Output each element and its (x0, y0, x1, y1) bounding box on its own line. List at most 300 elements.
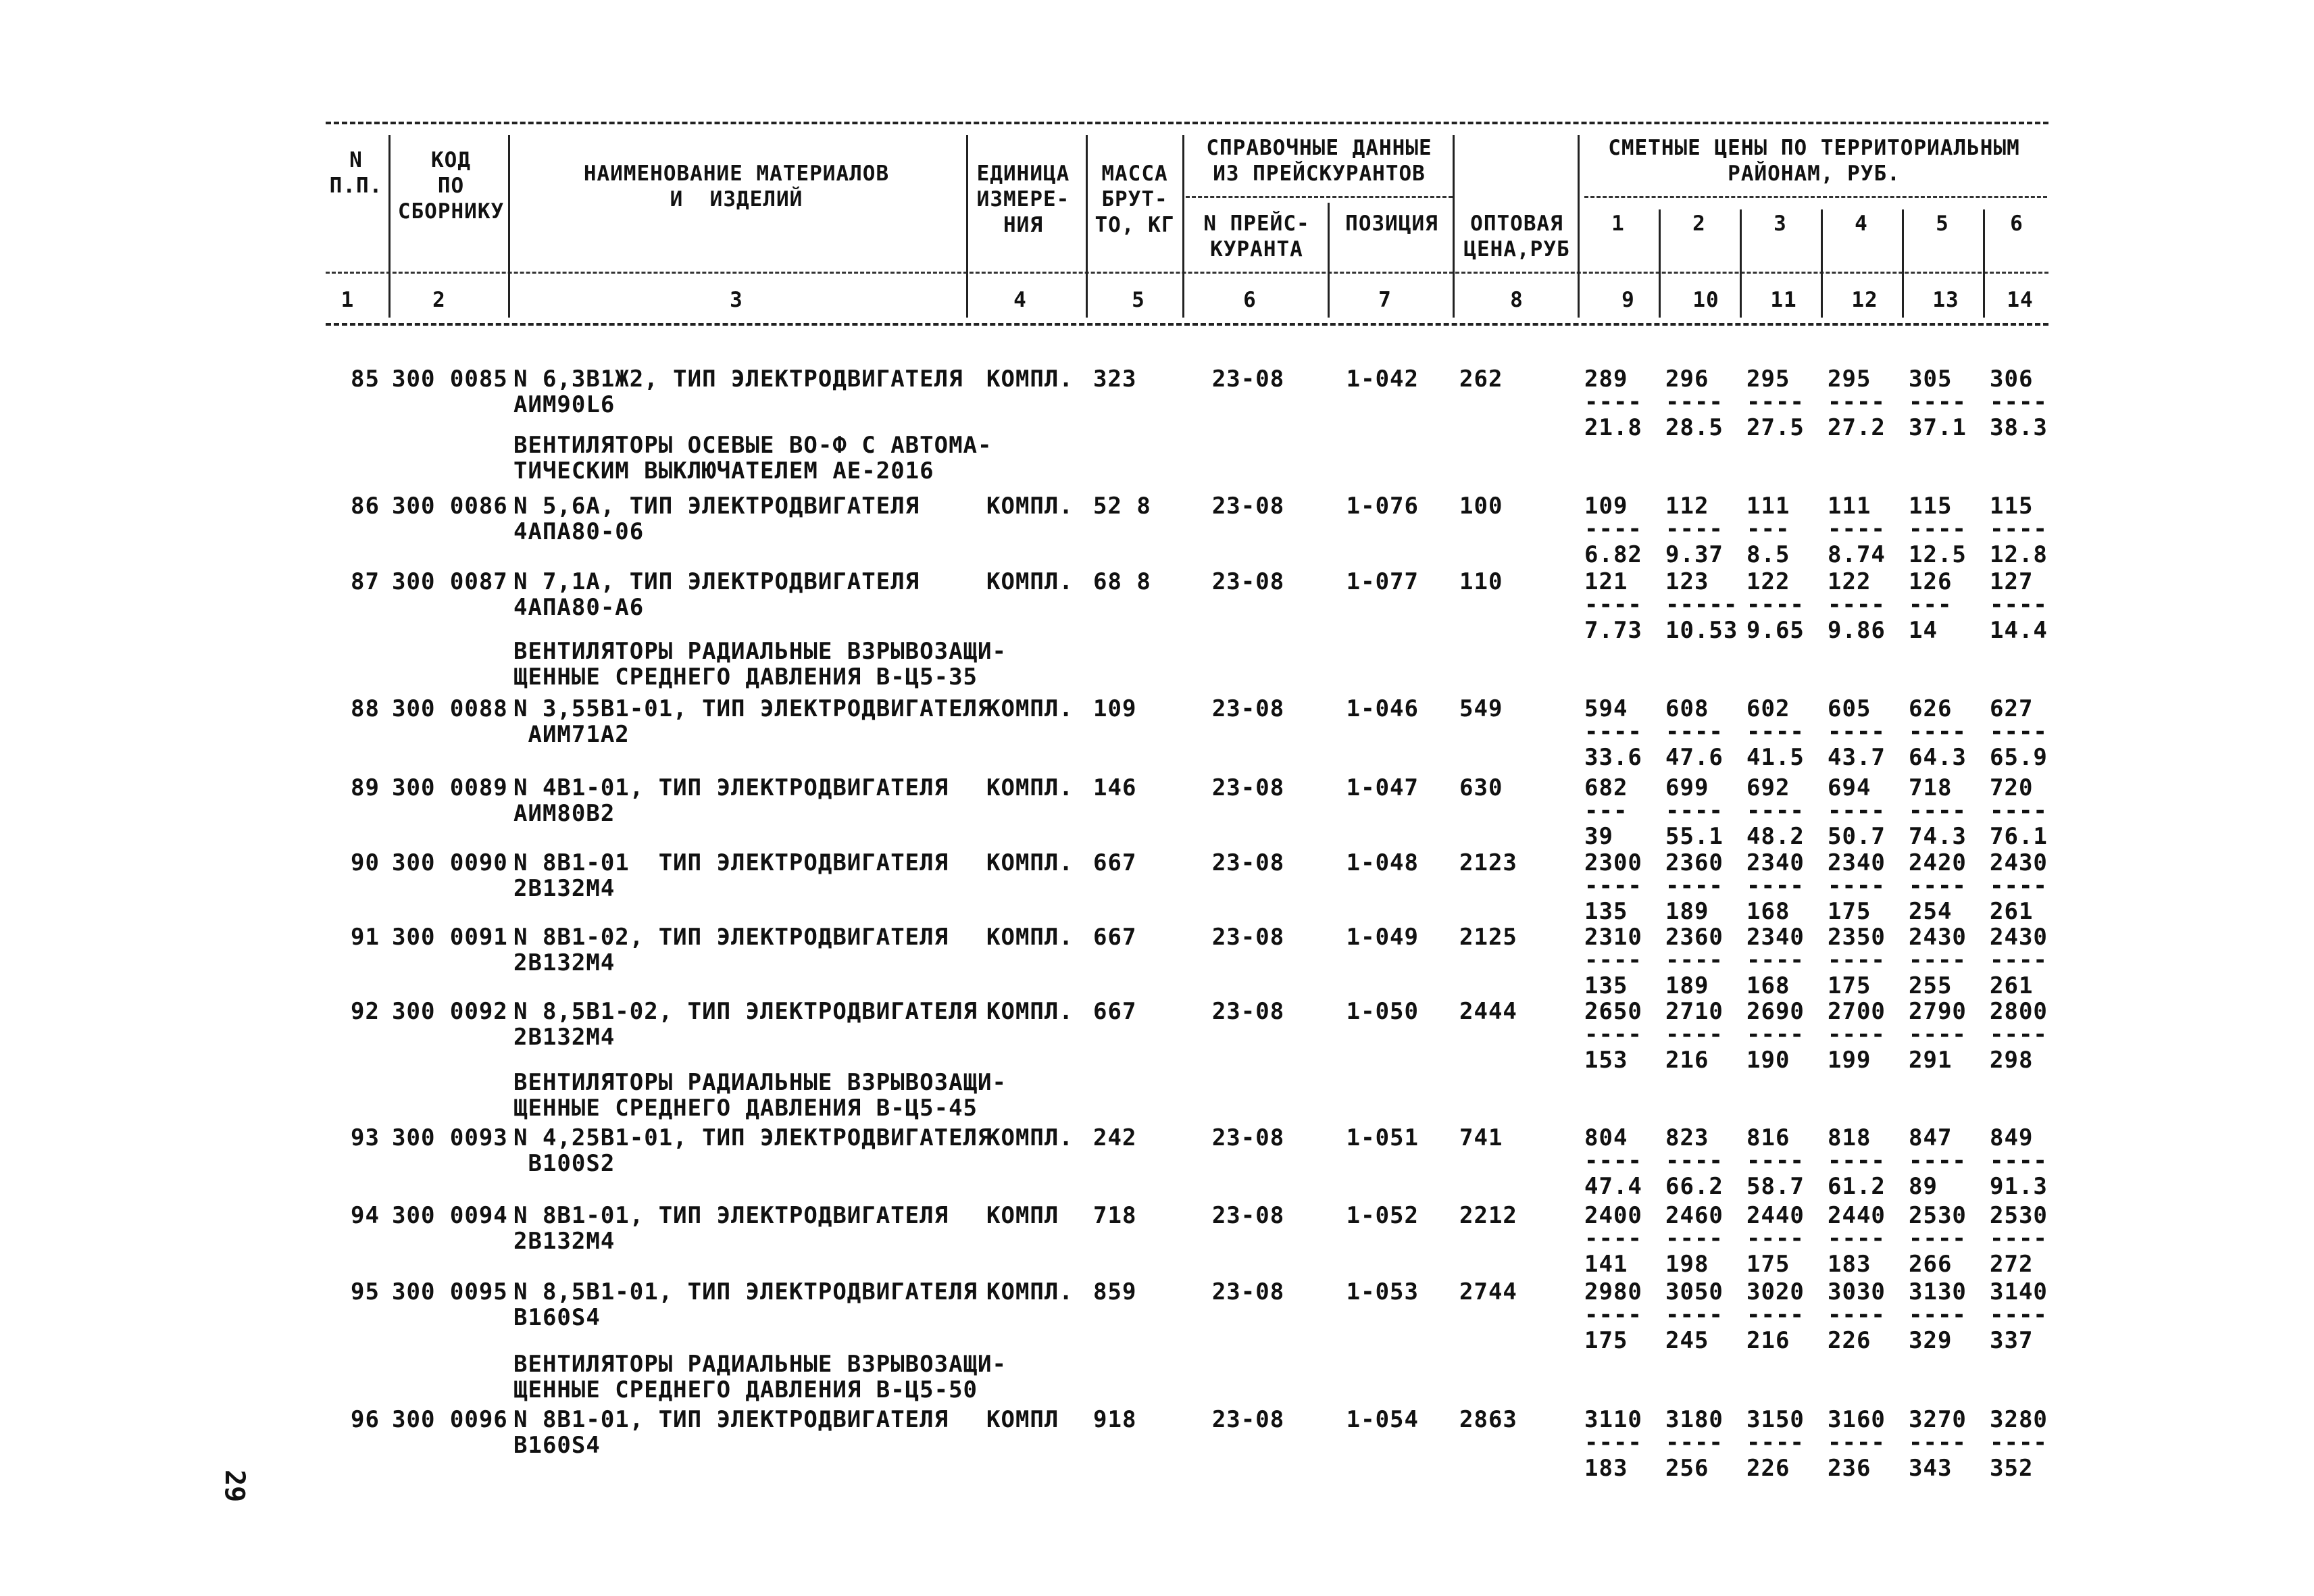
row-number: 85 (351, 366, 380, 393)
row-mass: 52 8 (1093, 493, 1151, 520)
row-region-subvalue: 245 (1665, 1327, 1709, 1354)
header-vrule (1182, 135, 1184, 318)
header-region-2: 2 (1692, 211, 1706, 236)
row-fraction-bar: ---- (1990, 1301, 2048, 1328)
row-region-subvalue: 175 (1828, 972, 1871, 999)
row-region-price: 2530 (1909, 1202, 1967, 1229)
row-fraction-bar: ---- (1828, 872, 1886, 899)
group-heading-line: ВЕНТИЛЯТОРЫ РАДИАЛЬНЫЕ ВЗРЫВОЗАЩИ- (513, 638, 1007, 665)
row-wholesale-price: 549 (1459, 695, 1503, 722)
row-fraction-bar: ---- (1828, 1021, 1886, 1048)
row-region-subvalue: 352 (1990, 1455, 2034, 1482)
row-region-price: 823 (1665, 1124, 1709, 1151)
row-region-price: 2800 (1990, 998, 2048, 1025)
row-fraction-bar: ---- (1828, 1225, 1886, 1252)
row-region-price: 2430 (1909, 924, 1967, 951)
colnum-14: 14 (2007, 288, 2034, 312)
row-fraction-bar: ---- (1909, 389, 1967, 416)
row-region-price: 2340 (1746, 849, 1805, 876)
row-name-line: N 8В1-01, ТИП ЭЛЕКТРОДВИГАТЕЛЯ (513, 1406, 949, 1433)
row-region-subvalue: 261 (1990, 972, 2034, 999)
row-fraction-bar: ---- (1665, 1021, 1724, 1048)
row-mass: 667 (1093, 924, 1137, 951)
row-fraction-bar: ---- (1746, 1225, 1805, 1252)
row-name-line: АИМ71А2 (513, 721, 630, 748)
row-fraction-bar: ---- (1584, 1301, 1642, 1328)
header-vrule (1086, 135, 1088, 318)
row-code: 300 0093 (392, 1124, 508, 1151)
row-mass: 918 (1093, 1406, 1137, 1433)
row-name-line: N 4,25В1-01, ТИП ЭЛЕКТРОДВИГАТЕЛЯ (513, 1124, 992, 1151)
row-name-line: N 3,55В1-01, ТИП ЭЛЕКТРОДВИГАТЕЛЯ (513, 695, 992, 722)
row-fraction-bar: ---- (1746, 1147, 1805, 1174)
row-region-price: 682 (1584, 774, 1628, 801)
row-fraction-bar: ---- (1584, 718, 1642, 745)
row-region-price: 127 (1990, 568, 2034, 595)
row-fraction-bar: ---- (1584, 516, 1642, 543)
row-fraction-bar: ---- (1828, 591, 1886, 618)
header-vrule (388, 135, 391, 318)
row-fraction-bar: ---- (1909, 1225, 1967, 1252)
row-region-price: 602 (1746, 695, 1790, 722)
row-region-price: 605 (1828, 695, 1871, 722)
row-position: 1-051 (1346, 1124, 1419, 1151)
row-region-price: 804 (1584, 1124, 1628, 1151)
row-name-line: 2В132М4 (513, 875, 615, 902)
row-region-subvalue: 190 (1746, 1047, 1790, 1074)
colnum-1: 1 (341, 288, 355, 312)
row-fraction-bar: ---- (1990, 1429, 2048, 1456)
row-code: 300 0085 (392, 366, 508, 393)
row-fraction-bar: ---- (1665, 797, 1724, 824)
row-region-subvalue: 343 (1909, 1455, 1953, 1482)
row-fraction-bar: ---- (1746, 389, 1805, 416)
row-name-line: N 8В1-02, ТИП ЭЛЕКТРОДВИГАТЕЛЯ (513, 924, 949, 951)
row-region-price: 126 (1909, 568, 1953, 595)
row-region-subvalue: 298 (1990, 1047, 2034, 1074)
row-fraction-bar: ---- (1828, 718, 1886, 745)
row-region-price: 2790 (1909, 998, 1967, 1025)
row-region-subvalue: 6.82 (1584, 541, 1642, 568)
row-fraction-bar: ---- (1909, 516, 1967, 543)
row-region-subvalue: 12.5 (1909, 541, 1967, 568)
row-number: 96 (351, 1406, 380, 1433)
row-region-subvalue: 76.1 (1990, 823, 2048, 850)
row-fraction-bar: ---- (1828, 1429, 1886, 1456)
row-region-price: 2340 (1828, 849, 1886, 876)
row-region-subvalue: 41.5 (1746, 744, 1805, 771)
row-region-price: 720 (1990, 774, 2034, 801)
row-unit: КОМПЛ. (986, 774, 1074, 801)
colnum-9: 9 (1621, 288, 1635, 312)
row-name-line: N 7,1А, ТИП ЭЛЕКТРОДВИГАТЕЛЯ (513, 568, 920, 595)
row-region-subvalue: 175 (1746, 1251, 1790, 1278)
row-region-price: 3180 (1665, 1406, 1724, 1433)
row-fraction-bar: --- (1584, 797, 1628, 824)
row-fraction-bar: ---- (1828, 947, 1886, 974)
header-vrule (508, 135, 510, 318)
row-fraction-bar: ---- (1746, 1021, 1805, 1048)
row-region-subvalue: 28.5 (1665, 414, 1724, 441)
row-region-price: 2420 (1909, 849, 1967, 876)
row-fraction-bar: ---- (1990, 797, 2048, 824)
row-region-price: 2440 (1746, 1202, 1805, 1229)
row-region-price: 3130 (1909, 1278, 1967, 1305)
row-fraction-bar: ---- (1909, 872, 1967, 899)
row-fraction-bar: ---- (1828, 1301, 1886, 1328)
row-pricelist: 23-08 (1211, 1124, 1285, 1151)
row-name-line: N 8,5В1-01, ТИП ЭЛЕКТРОДВИГАТЕЛЯ (513, 1278, 978, 1305)
row-region-price: 2530 (1990, 1202, 2048, 1229)
row-number: 93 (351, 1124, 380, 1151)
row-region-subvalue: 9.65 (1746, 617, 1805, 644)
row-mass: 667 (1093, 849, 1137, 876)
row-position: 1-049 (1346, 924, 1419, 951)
header-vrule (1821, 209, 1823, 318)
row-region-price: 2650 (1584, 998, 1642, 1025)
row-region-subvalue: 216 (1665, 1047, 1709, 1074)
row-fraction-bar: ---- (1665, 1429, 1724, 1456)
row-region-price: 111 (1746, 493, 1790, 520)
row-region-price: 3020 (1746, 1278, 1805, 1305)
row-region-subvalue: 38.3 (1990, 414, 2048, 441)
row-pricelist: 23-08 (1211, 568, 1285, 595)
row-number: 94 (351, 1202, 380, 1229)
row-fraction-bar: ---- (1828, 1147, 1886, 1174)
header-vrule (966, 135, 968, 318)
row-region-price: 115 (1909, 493, 1953, 520)
row-unit: КОМПЛ. (986, 1124, 1074, 1151)
row-region-subvalue: 33.6 (1584, 744, 1642, 771)
row-fraction-bar: ---- (1909, 797, 1967, 824)
row-region-subvalue: 27.5 (1746, 414, 1805, 441)
row-region-price: 627 (1990, 695, 2034, 722)
row-region-price: 3030 (1828, 1278, 1886, 1305)
row-fraction-bar: ---- (1746, 872, 1805, 899)
row-region-subvalue: 14.4 (1990, 617, 2048, 644)
group-heading-line: ТИЧЕСКИМ ВЫКЛЮЧАТЕЛЕМ АЕ-2016 (513, 457, 934, 484)
colnum-3: 3 (730, 288, 743, 312)
row-unit: КОМПЛ. (986, 366, 1074, 393)
row-region-price: 718 (1909, 774, 1953, 801)
row-name-line: В100S2 (513, 1150, 615, 1177)
row-fraction-bar: ---- (1909, 1301, 1967, 1328)
row-pricelist: 23-08 (1211, 774, 1285, 801)
header-bottom-rule (326, 323, 2048, 326)
row-region-subvalue: 175 (1584, 1327, 1628, 1354)
row-fraction-bar: ---- (1665, 516, 1724, 543)
row-region-price: 2300 (1584, 849, 1642, 876)
row-region-price: 115 (1990, 493, 2034, 520)
row-fraction-bar: ---- (1990, 516, 2048, 543)
row-region-subvalue: 8.74 (1828, 541, 1886, 568)
row-fraction-bar: ---- (1746, 718, 1805, 745)
group-heading-line: ВЕНТИЛЯТОРЫ РАДИАЛЬНЫЕ ВЗРЫВОЗАЩИ- (513, 1069, 1007, 1096)
row-region-price: 2430 (1990, 849, 2048, 876)
row-name-line: АИМ90L6 (513, 391, 615, 418)
row-code: 300 0089 (392, 774, 508, 801)
row-region-subvalue: 9.86 (1828, 617, 1886, 644)
row-region-subvalue: 175 (1828, 898, 1871, 925)
row-region-subvalue: 21.8 (1584, 414, 1642, 441)
row-pricelist: 23-08 (1211, 1202, 1285, 1229)
row-number: 92 (351, 998, 380, 1025)
row-fraction-bar: ---- (1746, 797, 1805, 824)
row-region-price: 2700 (1828, 998, 1886, 1025)
row-number: 88 (351, 695, 380, 722)
row-mass: 68 8 (1093, 568, 1151, 595)
row-region-price: 2710 (1665, 998, 1724, 1025)
row-wholesale-price: 2212 (1459, 1202, 1517, 1229)
row-region-price: 847 (1909, 1124, 1953, 1151)
row-name-line: N 8,5В1-02, ТИП ЭЛЕКТРОДВИГАТЕЛЯ (513, 998, 978, 1025)
row-region-subvalue: 55.1 (1665, 823, 1724, 850)
row-region-price: 123 (1665, 568, 1709, 595)
row-region-price: 295 (1828, 366, 1871, 393)
group-heading-line: ЩЕННЫЕ СРЕДНЕГО ДАВЛЕНИЯ В-Ц5-35 (513, 664, 978, 691)
row-region-subvalue: 189 (1665, 898, 1709, 925)
row-unit: КОМПЛ. (986, 849, 1074, 876)
row-code: 300 0088 (392, 695, 508, 722)
colnum-8: 8 (1510, 288, 1524, 312)
row-region-subvalue: 8.5 (1746, 541, 1790, 568)
row-fraction-bar: ---- (1584, 591, 1642, 618)
row-fraction-bar: ---- (1909, 1147, 1967, 1174)
row-region-subvalue: 61.2 (1828, 1173, 1886, 1200)
row-region-price: 109 (1584, 493, 1628, 520)
row-region-price: 122 (1746, 568, 1790, 595)
header-vrule (1328, 203, 1330, 318)
header-vrule (1453, 135, 1455, 318)
row-fraction-bar: --- (1746, 516, 1790, 543)
row-region-subvalue: 91.3 (1990, 1173, 2048, 1200)
colnum-12: 12 (1851, 288, 1878, 312)
row-fraction-bar: ---- (1584, 1225, 1642, 1252)
row-fraction-bar: ---- (1584, 1429, 1642, 1456)
row-fraction-bar: ---- (1990, 1021, 2048, 1048)
row-region-subvalue: 189 (1665, 972, 1709, 999)
header-vrule (1983, 209, 1985, 318)
row-fraction-bar: ---- (1746, 591, 1805, 618)
row-region-subvalue: 236 (1828, 1455, 1871, 1482)
row-region-subvalue: 183 (1828, 1251, 1871, 1278)
row-pricelist: 23-08 (1211, 998, 1285, 1025)
row-pricelist: 23-08 (1211, 1278, 1285, 1305)
row-region-subvalue: 47.4 (1584, 1173, 1642, 1200)
row-region-price: 121 (1584, 568, 1628, 595)
header-vrule (1578, 135, 1580, 318)
row-region-price: 608 (1665, 695, 1709, 722)
row-region-subvalue: 50.7 (1828, 823, 1886, 850)
row-wholesale-price: 2125 (1459, 924, 1517, 951)
row-region-price: 2440 (1828, 1202, 1886, 1229)
row-name-line: N 4В1-01, ТИП ЭЛЕКТРОДВИГАТЕЛЯ (513, 774, 949, 801)
row-region-price: 694 (1828, 774, 1871, 801)
row-position: 1-046 (1346, 695, 1419, 722)
row-position: 1-077 (1346, 568, 1419, 595)
row-region-subvalue: 226 (1828, 1327, 1871, 1354)
row-region-subvalue: 337 (1990, 1327, 2034, 1354)
header-region-3: 3 (1774, 211, 1787, 236)
row-region-price: 112 (1665, 493, 1709, 520)
row-code: 300 0086 (392, 493, 508, 520)
row-region-price: 2690 (1746, 998, 1805, 1025)
row-region-subvalue: 168 (1746, 972, 1790, 999)
row-pricelist: 23-08 (1211, 695, 1285, 722)
row-name-line: N 8В1-01 ТИП ЭЛЕКТРОДВИГАТЕЛЯ (513, 849, 949, 876)
row-fraction-bar: ---- (1584, 1021, 1642, 1048)
header-region-6: 6 (2010, 211, 2023, 236)
row-pricelist: 23-08 (1211, 493, 1285, 520)
row-code: 300 0096 (392, 1406, 508, 1433)
row-region-subvalue: 12.8 (1990, 541, 2048, 568)
row-fraction-bar: ---- (1990, 718, 2048, 745)
colnum-5: 5 (1132, 288, 1145, 312)
row-region-subvalue: 135 (1584, 972, 1628, 999)
row-unit: КОМПЛ (986, 1202, 1059, 1229)
row-name-line: 2В132М4 (513, 1228, 615, 1255)
row-region-subvalue: 10.53 (1665, 617, 1738, 644)
row-name-line: 2В132М4 (513, 949, 615, 976)
row-number: 95 (351, 1278, 380, 1305)
row-region-price: 3110 (1584, 1406, 1642, 1433)
header-sub-rule (1186, 196, 1453, 198)
row-wholesale-price: 741 (1459, 1124, 1503, 1151)
row-region-price: 305 (1909, 366, 1953, 393)
row-region-subvalue: 272 (1990, 1251, 2034, 1278)
header-mid-rule (326, 272, 2048, 274)
row-name-line: В160S4 (513, 1304, 601, 1331)
row-mass: 859 (1093, 1278, 1137, 1305)
row-region-price: 2360 (1665, 924, 1724, 951)
row-mass: 146 (1093, 774, 1137, 801)
row-fraction-bar: ---- (1990, 1225, 2048, 1252)
row-mass: 109 (1093, 695, 1137, 722)
row-code: 300 0087 (392, 568, 508, 595)
group-heading-line: ВЕНТИЛЯТОРЫ ОСЕВЫЕ ВО-Ф С АВТОМА- (513, 432, 992, 459)
group-heading-line: ЩЕННЫЕ СРЕДНЕГО ДАВЛЕНИЯ В-Ц5-50 (513, 1376, 978, 1403)
row-fraction-bar: ---- (1990, 591, 2048, 618)
row-name-line: N 5,6А, ТИП ЭЛЕКТРОДВИГАТЕЛЯ (513, 493, 920, 520)
row-unit: КОМПЛ (986, 1406, 1059, 1433)
row-position: 1-053 (1346, 1278, 1419, 1305)
row-region-price: 626 (1909, 695, 1953, 722)
header-vrule (1659, 209, 1661, 318)
page-number: 29 (219, 1470, 250, 1503)
header-col-1: N П.П. (329, 148, 383, 198)
row-fraction-bar: ---- (1665, 389, 1724, 416)
header-region-group: СМЕТНЫЕ ЦЕНЫ ПО ТЕРРИТОРИАЛЬНЫМ РАЙОНАМ, РУБ. (1608, 136, 2020, 186)
row-region-price: 2360 (1665, 849, 1724, 876)
row-position: 1-054 (1346, 1406, 1419, 1433)
row-number: 86 (351, 493, 380, 520)
header-col-6: N ПРЕЙС- КУРАНТА (1203, 211, 1310, 261)
row-fraction-bar: ---- (1665, 872, 1724, 899)
header-region-4: 4 (1855, 211, 1868, 236)
row-wholesale-price: 2744 (1459, 1278, 1517, 1305)
row-region-subvalue: 58.7 (1746, 1173, 1805, 1200)
row-pricelist: 23-08 (1211, 849, 1285, 876)
row-pricelist: 23-08 (1211, 924, 1285, 951)
row-region-subvalue: 168 (1746, 898, 1790, 925)
row-region-subvalue: 255 (1909, 972, 1953, 999)
row-fraction-bar: ---- (1990, 389, 2048, 416)
row-code: 300 0092 (392, 998, 508, 1025)
row-region-subvalue: 47.6 (1665, 744, 1724, 771)
row-fraction-bar: ---- (1746, 1429, 1805, 1456)
row-name-line: 2В132М4 (513, 1024, 615, 1051)
row-position: 1-048 (1346, 849, 1419, 876)
row-position: 1-047 (1346, 774, 1419, 801)
group-heading-line: ВЕНТИЛЯТОРЫ РАДИАЛЬНЫЕ ВЗРЫВОЗАЩИ- (513, 1351, 1007, 1378)
row-region-price: 3150 (1746, 1406, 1805, 1433)
row-region-price: 2980 (1584, 1278, 1642, 1305)
row-region-price: 594 (1584, 695, 1628, 722)
row-region-subvalue: 226 (1746, 1455, 1790, 1482)
row-wholesale-price: 262 (1459, 366, 1503, 393)
header-col-4: ЕДИНИЦА ИЗМЕРЕ- НИЯ (976, 161, 1070, 237)
row-fraction-bar: ----- (1665, 591, 1738, 618)
row-region-subvalue: 329 (1909, 1327, 1953, 1354)
row-region-price: 3140 (1990, 1278, 2048, 1305)
row-region-price: 306 (1990, 366, 2034, 393)
row-wholesale-price: 630 (1459, 774, 1503, 801)
row-region-price: 2350 (1828, 924, 1886, 951)
row-fraction-bar: ---- (1746, 1301, 1805, 1328)
row-unit: КОМПЛ. (986, 924, 1074, 951)
row-fraction-bar: ---- (1746, 947, 1805, 974)
row-position: 1-050 (1346, 998, 1419, 1025)
row-region-subvalue: 254 (1909, 898, 1953, 925)
row-region-subvalue: 64.3 (1909, 744, 1967, 771)
header-top-rule (326, 122, 2048, 124)
row-code: 300 0091 (392, 924, 508, 951)
row-fraction-bar: ---- (1990, 872, 2048, 899)
row-fraction-bar: ---- (1584, 389, 1642, 416)
row-region-price: 2340 (1746, 924, 1805, 951)
header-region-1: 1 (1611, 211, 1625, 236)
row-region-price: 816 (1746, 1124, 1790, 1151)
row-fraction-bar: ---- (1665, 1225, 1724, 1252)
row-fraction-bar: ---- (1909, 1021, 1967, 1048)
row-region-price: 296 (1665, 366, 1709, 393)
row-region-price: 3270 (1909, 1406, 1967, 1433)
row-name-line: 4АПА80-А6 (513, 594, 645, 621)
colnum-6: 6 (1243, 288, 1257, 312)
row-number: 89 (351, 774, 380, 801)
row-wholesale-price: 2444 (1459, 998, 1517, 1025)
row-wholesale-price: 2863 (1459, 1406, 1517, 1433)
row-code: 300 0090 (392, 849, 508, 876)
row-fraction-bar: ---- (1665, 1147, 1724, 1174)
row-region-subvalue: 183 (1584, 1455, 1628, 1482)
row-region-subvalue: 48.2 (1746, 823, 1805, 850)
header-col-2: КОД ПО СБОРНИКУ (397, 148, 505, 224)
row-name-line: N 6,3В1Ж2, ТИП ЭЛЕКТРОДВИГАТЕЛЯ (513, 366, 963, 393)
row-fraction-bar: ---- (1990, 947, 2048, 974)
header-sub-rule-regions (1584, 196, 2047, 198)
row-position: 1-076 (1346, 493, 1419, 520)
row-region-price: 111 (1828, 493, 1871, 520)
colnum-11: 11 (1770, 288, 1797, 312)
row-region-subvalue: 153 (1584, 1047, 1628, 1074)
row-fraction-bar: ---- (1909, 718, 1967, 745)
row-number: 91 (351, 924, 380, 951)
row-region-subvalue: 39 (1584, 823, 1613, 850)
row-number: 87 (351, 568, 380, 595)
row-region-subvalue: 43.7 (1828, 744, 1886, 771)
row-region-subvalue: 66.2 (1665, 1173, 1724, 1200)
